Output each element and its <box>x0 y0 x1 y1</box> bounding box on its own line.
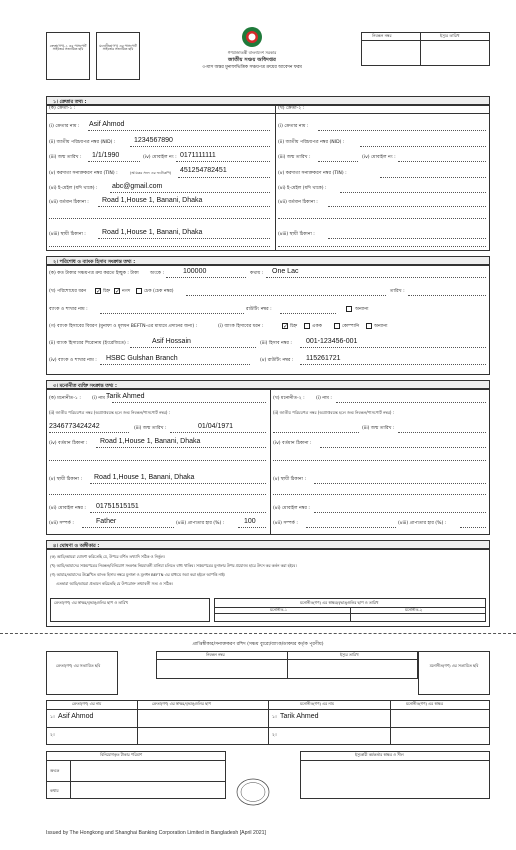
pay-tick-box[interactable]: ✓ <box>96 288 102 295</box>
receipt-row-2: ২। <box>50 733 55 738</box>
issuing-officer-label: ইস্যুকারী কর্মকর্তার স্বাক্ষর ও সীল <box>355 752 404 757</box>
nominee-photo-box[interactable] <box>96 32 140 80</box>
receipt-nominee-name-header: মনোনীত(গণ) এর নাম <box>300 701 334 706</box>
name-label: (i) নাম : <box>92 396 108 401</box>
buyer2-name-field[interactable] <box>318 130 486 131</box>
receipt-amount-header: বিনিয়োগকৃত টাকার পরিমাণ <box>100 752 143 757</box>
buyer2-email-field[interactable] <box>340 192 486 193</box>
figure-label: অংকে : <box>150 271 165 276</box>
buyer-signature-label: ক্রেতা(গণ) এর স্বাক্ষর/বৃদ্ধাঙ্গুলির ছাপ ও তারিখ <box>54 600 128 605</box>
receipt-buyer-photo-label: ক্রেতা(গণ) এর সত্যায়িত ছবি <box>56 663 101 668</box>
joint-account-checkbox[interactable] <box>304 323 310 329</box>
receipt-row-2: ২। <box>272 733 277 738</box>
nominee-signature-label: মনোনীত(গণ) এর স্বাক্ষর/বৃদ্ধাঙ্গুলির ছাপ ও তারিখ <box>300 600 379 605</box>
nominee-mobile-field[interactable]: 01751515151 <box>96 503 139 510</box>
share-label: (viii) প্রাপ্যতার হার (%) : <box>176 521 225 526</box>
permanent-address-label: (v) স্থায়ী ঠিকানা : <box>49 477 83 482</box>
single-label: একক <box>312 324 322 329</box>
section-4-header: ৪। ঘোষণা ও অঙ্গীকার : <box>46 540 490 549</box>
nid-label: (ii) জাতীয় পরিচয়পত্র নম্বর (অপ্রাপ্তবয়স্ক হলে জন্ম নিবন্ধন/পাসপোর্ট নম্বর) : <box>273 410 395 415</box>
dob-label: (iii) জন্ম তারিখ : <box>134 426 167 431</box>
present-address-label: (vii) বর্তমান ঠিকানা : <box>278 200 318 205</box>
tin-label: (v) করদাতা সনাক্তকরণ নম্বর (TIN) : <box>278 171 347 176</box>
tin-label: (v) করদাতা সনাক্তকরণ নম্বর (TIN) : <box>49 171 118 176</box>
present-address-label: (vii) বর্তমান ঠিকানা : <box>49 200 89 205</box>
receipt-buyer-1-name[interactable]: Asif Ahmod <box>58 713 94 720</box>
branch-label: (iv) ব্যাংক ও শাখার নাম : <box>49 358 97 363</box>
others-label: অন্যান্য <box>374 324 388 329</box>
bank-label: ব্যাংক ও শাখার নাম : <box>49 307 88 312</box>
mobile-label: (vi) মোবাইল নম্বর : <box>273 506 310 511</box>
form-title: ৩-মাস অন্তর মুনাফাভিত্তিক সঞ্চয়পত্র ক্রয়ের আবেদন ফরম <box>202 65 302 70</box>
buyer2-mobile-field[interactable] <box>398 161 486 162</box>
dob-label: (iii) জন্ম তারিখ : <box>49 155 82 160</box>
buyer-photo-label: ক্রেতা(গণ)-১ এর পাসপোর্ট সাইজের সত্যায়িত ছবি <box>49 44 87 52</box>
receipt-words-label: কথায় <box>50 788 59 793</box>
nominee-permanent-field[interactable]: Road 1,House 1, Banani, Dhaka <box>94 474 195 481</box>
single-account-checkbox[interactable]: ✓ <box>283 323 289 330</box>
name-label: (i) নাম : <box>316 396 332 401</box>
routing-field[interactable]: 115261721 <box>306 355 341 362</box>
buyer-nid-field[interactable]: 1234567890 <box>134 137 173 144</box>
account-type-label: (i) ব্যাংক হিসাবের ধরন : <box>218 324 264 329</box>
buyer2-tin-field[interactable] <box>380 177 486 178</box>
permanent-address-label: (viii) স্থায়ী ঠিকানা : <box>49 232 86 237</box>
tick-label: চিহ্ন <box>103 289 111 294</box>
receipt-buyer-photo[interactable] <box>46 651 118 695</box>
receipt-row-1: ১। <box>50 715 55 720</box>
name-label: (i) ক্রেতার নাম : <box>278 124 309 129</box>
receipt-reg-no: নিবন্ধন নম্বর <box>206 652 225 657</box>
nominee-name-field[interactable]: Tarik Ahmed <box>106 393 145 400</box>
declaration-4: এতদ্বারা আমি/আমরা প্রত্যয়ন করিতেছি যে উপরোক্ত তথ্যাবলী সত্য ও সঠিক। <box>56 581 173 586</box>
government-seal <box>241 26 263 48</box>
cheque-label: চেক (চেক নম্বর) <box>144 289 174 294</box>
nominee-nid-field[interactable]: 2346773424242 <box>49 423 100 430</box>
declaration-1: (ক) আমি/আমরা ঘোষণা করিতেছি যে, উপরে বর্ণিত তথ্যাদি সঠিক ও নির্ভুল। <box>50 554 165 559</box>
company-label: কোম্পানি <box>342 324 360 329</box>
dob-label: (iii) জন্ম তারিখ : <box>278 155 311 160</box>
receipt-buyer-sig-header: ক্রেতা(গণ) এর স্বাক্ষর/বৃদ্ধাঙ্গুলির ছাপ <box>152 701 211 706</box>
amount-figure-field[interactable]: 100000 <box>183 268 207 275</box>
buyer-2-label: (খ) ক্রেতা-২ : <box>278 106 305 111</box>
tear-line <box>0 633 516 634</box>
receipt-stamp <box>236 778 270 806</box>
section-1-header: ১। ক্রেতার তথ্য : <box>46 96 490 105</box>
receipt-nominee-1-name[interactable]: Tarik Ahmed <box>280 713 319 720</box>
amount-words-field[interactable]: One Lac <box>272 268 299 275</box>
present-address-label: (iv) বর্তমান ঠিকানা : <box>49 441 88 446</box>
date-label: তারিখ : <box>390 289 405 294</box>
tin-note: (আয়কর সনদ এর ফটোকপি) <box>130 171 172 175</box>
footer-issued-by: Issued by The Hongkong and Shanghai Banking Corporation Limited in Bangladesh [April 2021] <box>46 830 266 836</box>
buyer-1-label: (ক) ক্রেতা-১ : <box>49 106 76 111</box>
account-no-field[interactable]: 001-123456-001 <box>306 338 358 345</box>
receipt-nominee-photo-label: মনোনীত(গণ) এর সত্যায়িত ছবি <box>429 663 479 668</box>
nominee-relation-field[interactable]: Father <box>96 518 117 525</box>
name-label: (i) ক্রেতার নাম : <box>49 124 80 129</box>
relation-label: (vii) সম্পর্ক : <box>49 521 74 526</box>
receipt-row-1: ১। <box>272 715 277 720</box>
issuing-officer-box[interactable] <box>300 751 490 799</box>
buyer-tin-field[interactable]: 451254782451 <box>180 167 227 174</box>
buyer-email-field[interactable]: abc@gmail.com <box>112 183 163 190</box>
receipt-title: প্রাপ্তিস্বীকার/সনাক্তকরণ রশিদ (সঞ্চয় ব্যুরো/ব্যাংক/ডাকঘর কর্তৃক পূরণীয়) <box>192 642 324 647</box>
receipt-nominee-photo[interactable] <box>418 651 490 695</box>
issue-date-header: ইস্যুর তারিখ <box>440 33 460 38</box>
nominee-photo-label: মনোনীত(গণ) এর পাসপোর্ট সাইজের সত্যায়িত ছবি <box>99 44 137 52</box>
account-name-field[interactable]: Asif Hossain <box>152 338 191 345</box>
declaration-2: (খ) আমি/আমাদের সঞ্চয়পত্রের নিবন্ধন/বিনিয়োগ সংক্রান্ত নিয়মাবলী মানিয়া চলিতে বাধ্য থাকিব। সঞ্চয়পত্রের মুনাফার উপর প্রযোজ্য হারে উৎস কর কর্তন করা হইবে। <box>50 563 297 568</box>
buyer-present-address-field[interactable]: Road 1,House 1, Banani, Dhaka <box>102 197 203 204</box>
cash-label: নগদ <box>122 289 131 294</box>
cheque-checkbox[interactable] <box>136 288 142 294</box>
amount-label: (ক) কত টাকার সঞ্চয়পত্র ক্রয় করতে ইচ্ছুক : টাকা <box>49 271 139 276</box>
nid-label: (ii) জাতীয় পরিচয়পত্র নম্বর (NID) : <box>278 140 345 145</box>
permanent-address-label: (viii) স্থায়ী ঠিকানা : <box>278 232 315 237</box>
nominee-2-label: (খ) মনোনীত-২ : <box>273 396 305 401</box>
account-name-label: (ii) ব্যাংক হিসাবের শিরোনাম (ইংরেজিতে) : <box>49 341 129 346</box>
present-address-label: (iv) বর্তমান ঠিকানা : <box>273 441 312 446</box>
pay-mode-label: (খ) পরিশোধের ধরন <box>49 289 87 294</box>
buyer-permanent-address-field[interactable]: Road 1,House 1, Banani, Dhaka <box>102 229 203 236</box>
receipt-issue-date: ইস্যুর তারিখ <box>340 652 359 657</box>
other-label: অন্যান্য <box>355 307 369 312</box>
routing-no-label: (v) রাউটিং নম্বর : <box>260 358 294 363</box>
branch-field[interactable]: HSBC Gulshan Branch <box>106 355 178 362</box>
words-label: কথায় : <box>250 271 264 276</box>
email-label: (vi) ই-মেইল (যদি থাকে) : <box>49 186 98 191</box>
buyer-mobile-field[interactable]: 0171111111 <box>180 152 216 159</box>
section-2-header: ২। পরিশোধ ও ব্যাংক হিসাব সংক্রান্ত তথ্য : <box>46 256 490 265</box>
receipt-nominee-sig-header: মনোনীত(গণ) এর স্বাক্ষর <box>406 701 443 706</box>
tick-label: চিহ্ন <box>290 324 298 329</box>
receipt-figure-label: অংকে <box>50 768 60 773</box>
mobile-label: (iv) মোবাইল নং : <box>362 155 396 160</box>
nid-label: (ii) জাতীয় পরিচয়পত্র নম্বর (অপ্রাপ্তবয়স্ক হলে জন্ম নিবন্ধন/পাসপোর্ট নম্বর) : <box>49 410 171 415</box>
others-checkbox[interactable] <box>366 323 372 329</box>
nominee-present-field[interactable]: Road 1,House 1, Banani, Dhaka <box>100 438 201 445</box>
permanent-address-label: (v) স্থায়ী ঠিকানা : <box>273 477 307 482</box>
nominee-2-col: মনোনীত-২ <box>405 607 423 612</box>
cash-checkbox[interactable]: ✓ <box>115 288 121 295</box>
gov-title: গণপ্রজাতন্ত্রী বাংলাদেশ সরকার <box>227 50 277 55</box>
section-3-header: ৩। মনোনীত ব্যক্তি সংক্রান্ত তথ্য : <box>46 380 490 389</box>
email-label: (vi) ই-মেইল (যদি থাকে) : <box>278 186 327 191</box>
nominee-1-col: মনোনীত-১ <box>270 607 288 612</box>
account-no-label: (iii) হিসাব নম্বর : <box>260 341 292 346</box>
buyer-dob-field[interactable]: 1/1/1990 <box>92 152 120 159</box>
relation-label: (vii) সম্পর্ক : <box>273 521 298 526</box>
nid-label: (ii) জাতীয় পরিচয়পত্র নম্বর (NID) : <box>49 140 116 145</box>
eft-label: (গ) ব্যাংক হিসাবের বিবরণ (মুনাফা ও মূলধন BEFTN-এর মাধ্যমে প্রদানের জন্য) : <box>49 324 198 329</box>
buyer-photo-box[interactable] <box>46 32 90 80</box>
company-checkbox[interactable] <box>334 323 340 329</box>
receipt-buyer-name-header: ক্রেতা(গণ) এর নাম <box>72 701 102 706</box>
buyer2-nid-field[interactable] <box>360 146 486 147</box>
buyer-name-field[interactable]: Asif Ahmod <box>89 121 125 128</box>
mobile-label: (vi) মোবাইল নম্বর : <box>49 506 86 511</box>
declaration-3: (গ) আমার/আমাদের উল্লেখিত ব্যাংক হিসাব নম্বরে মুনাফা ও মূলধন BEFTN এর মাধ্যমে জমা করা হইলে আপত্তি নাই। <box>50 572 226 577</box>
routing-label: রাউটিং নম্বর : <box>246 307 272 312</box>
nominee-share-field[interactable]: 100 <box>244 518 256 525</box>
mobile-label: (iv) মোবাইল নং : <box>143 155 177 160</box>
dob-label: (iii) জন্ম তারিখ : <box>362 426 395 431</box>
nominee-1-label: (ক) মনোনীত-১ : <box>49 396 81 401</box>
receipt-amount-table <box>46 751 226 799</box>
reg-no-header: নিবন্ধন নম্বর <box>372 33 392 38</box>
other-checkbox[interactable] <box>346 306 352 312</box>
dept-title: জাতীয় সঞ্চয় অধিদপ্তর <box>228 57 276 63</box>
share-label: (viii) প্রাপ্যতার হার (%) : <box>398 521 447 526</box>
nominee-dob-field[interactable]: 01/04/1971 <box>198 423 234 430</box>
nominee2-name-field[interactable] <box>336 402 486 403</box>
